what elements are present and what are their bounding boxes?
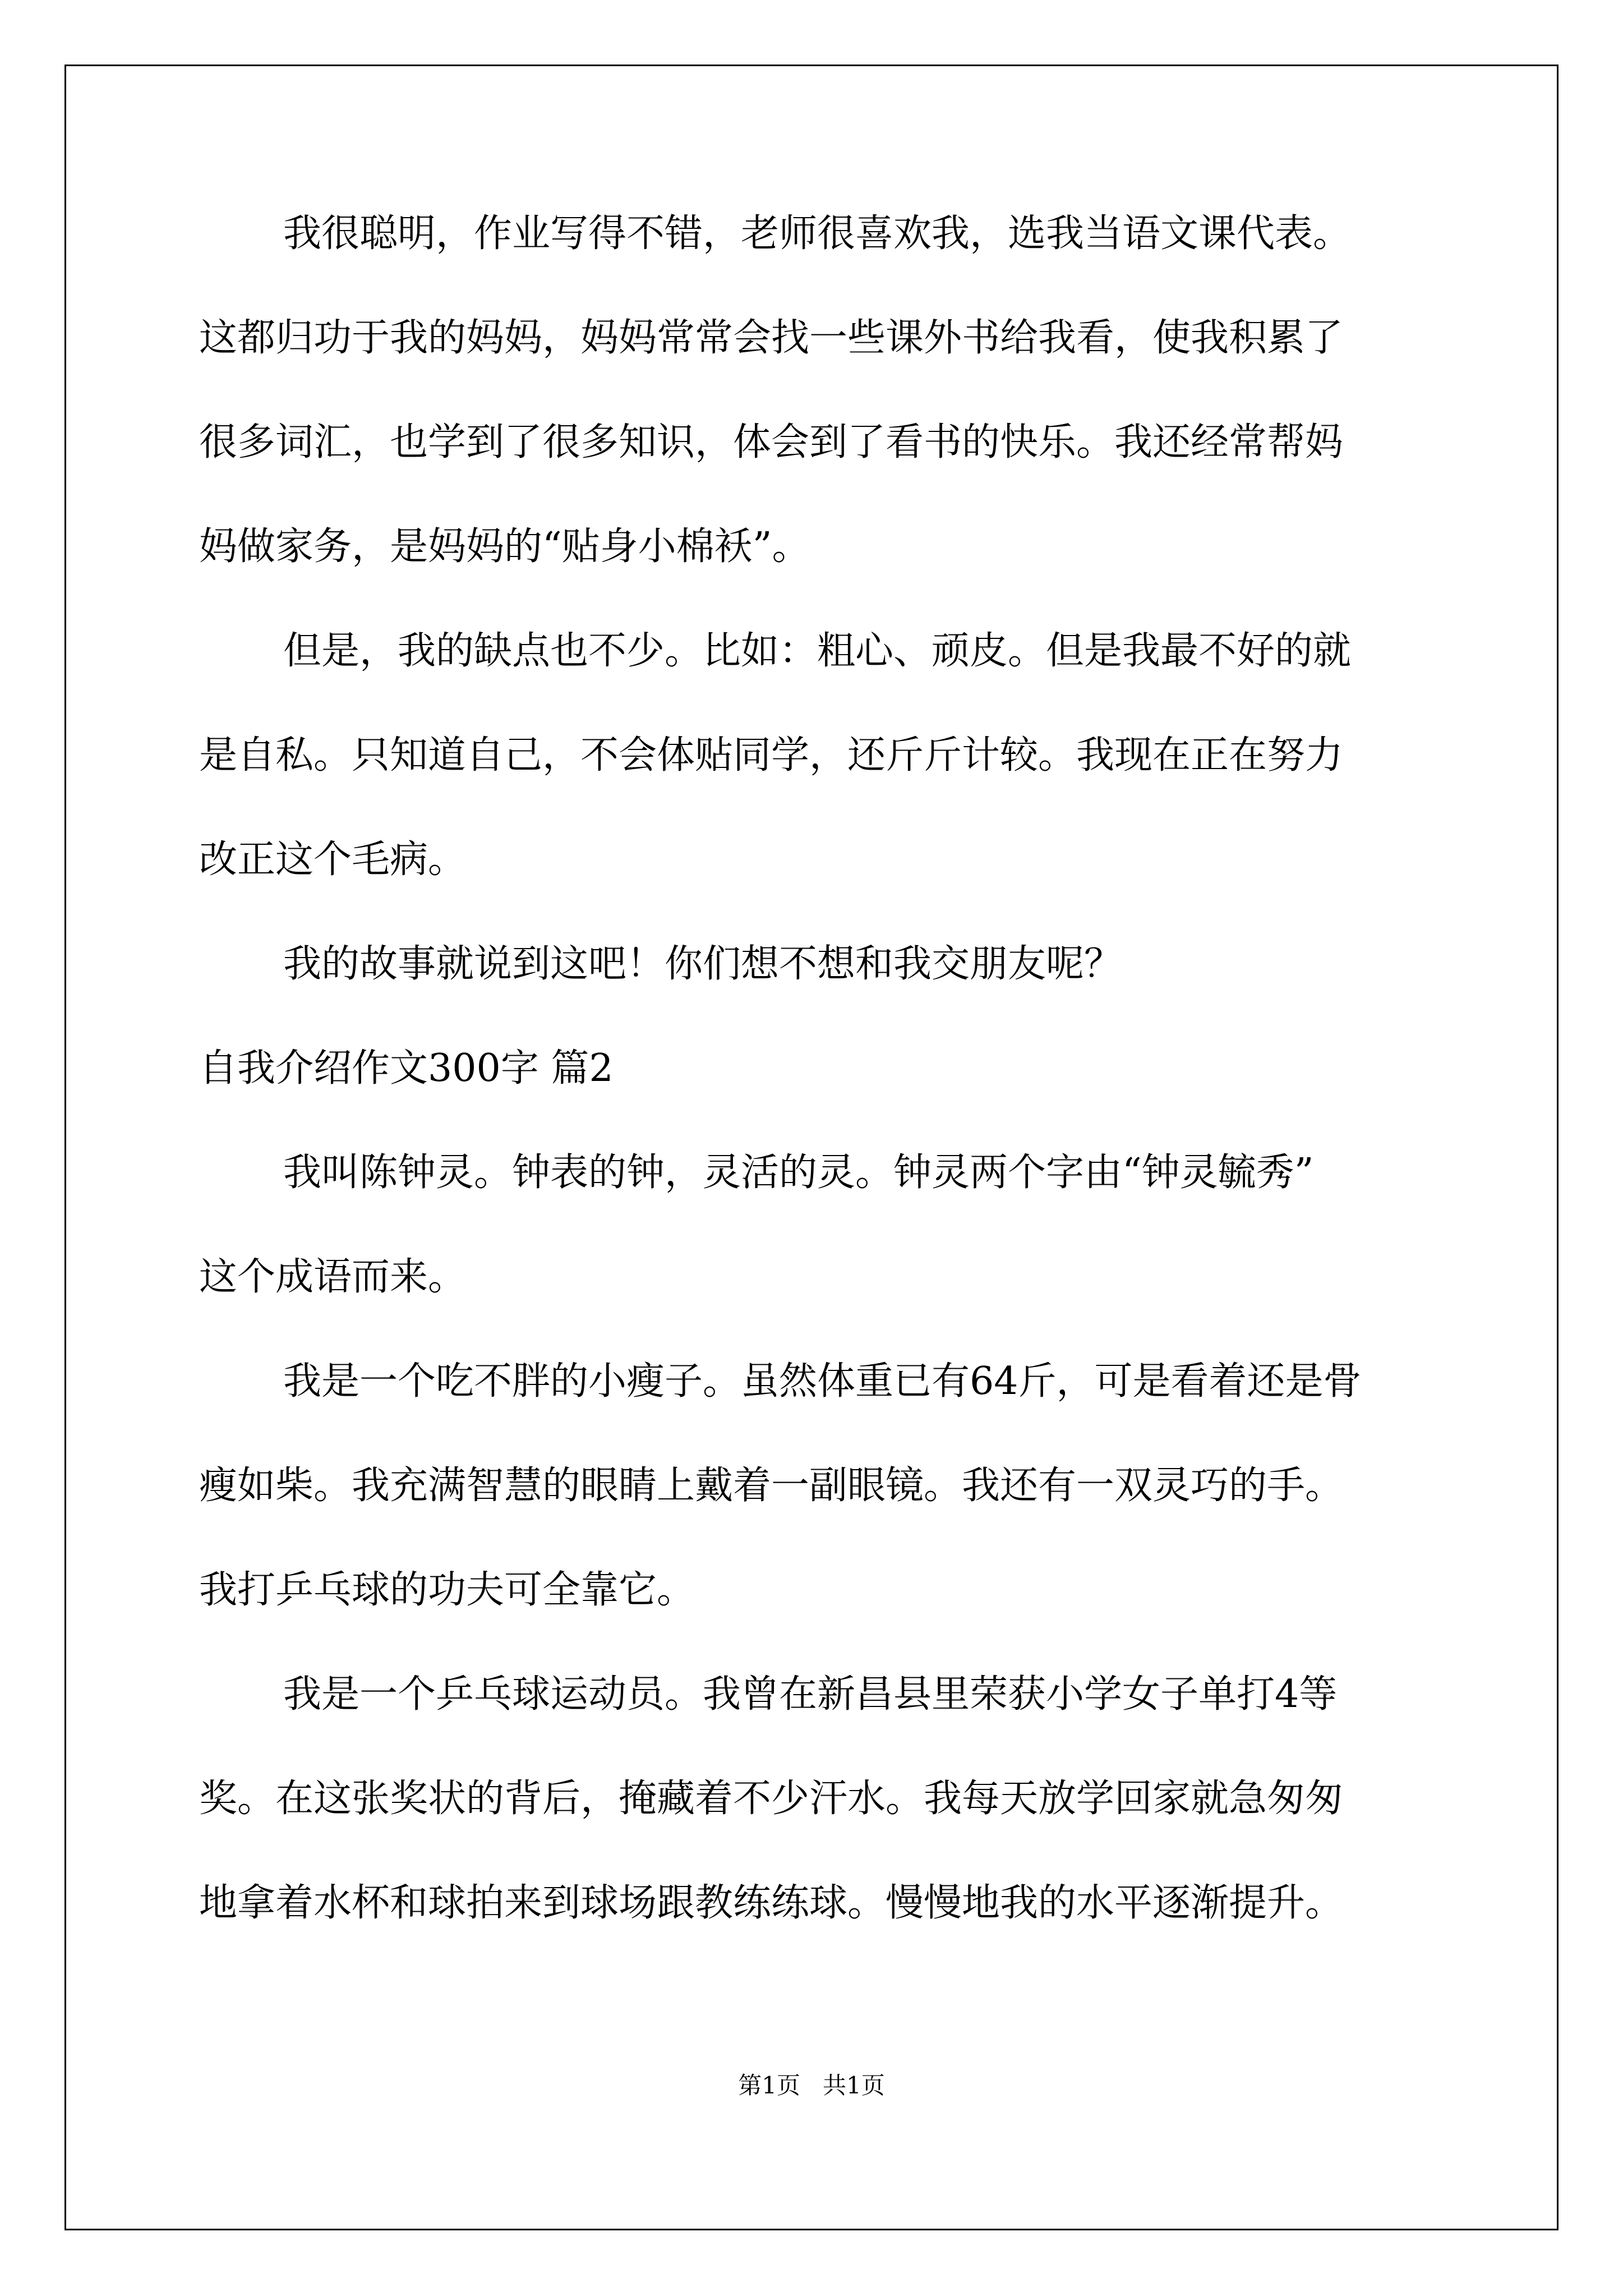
paragraph-line: 我打乒乓球的功夫可全靠它。 bbox=[199, 1568, 695, 1612]
paragraph-line: 但是，我的缺点也不少。比如：粗心、顽皮。但是我最不好的就 bbox=[283, 629, 1352, 673]
paragraph-line: 地拿着水杯和球拍来到球场跟教练练球。慢慢地我的水平逐渐提升。 bbox=[199, 1881, 1344, 1925]
section-heading: 自我介绍作文300字 篇2 bbox=[199, 1046, 614, 1091]
paragraph-line: 我很聪明，作业写得不错，老师很喜欢我，选我当语文课代表。 bbox=[283, 211, 1352, 256]
paragraph-line: 这个成语而来。 bbox=[199, 1255, 467, 1299]
paragraph-line: 瘦如柴。我充满智慧的眼睛上戴着一副眼镜。我还有一双灵巧的手。 bbox=[199, 1464, 1344, 1508]
paragraph-line: 奖。在这张奖状的背后，掩藏着不少汗水。我每天放学回家就急匆匆 bbox=[199, 1777, 1344, 1821]
paragraph-line: 我是一个吃不胖的小瘦子。虽然体重已有64斤，可是看着还是骨 bbox=[283, 1359, 1362, 1404]
paragraph-line: 我的故事就说到这吧！你们想不想和我交朋友呢？ bbox=[283, 942, 1123, 986]
paragraph-line: 妈做家务，是妈妈的“贴身小棉袄”。 bbox=[199, 524, 810, 569]
page-number-footer: 第1页 共1页 bbox=[738, 2072, 885, 2099]
paragraph-line: 改正这个毛病。 bbox=[199, 838, 467, 882]
paragraph-line: 很多词汇，也学到了很多知识，体会到了看书的快乐。我还经常帮妈 bbox=[199, 420, 1344, 464]
paragraph-line: 是自私。只知道自己，不会体贴同学，还斤斤计较。我现在正在努力 bbox=[199, 733, 1344, 777]
paragraph-line: 我是一个乒乓球运动员。我曾在新昌县里荣获小学女子单打4等 bbox=[283, 1672, 1338, 1717]
paragraph-line: 这都归功于我的妈妈，妈妈常常会找一些课外书给我看，使我积累了 bbox=[199, 316, 1344, 360]
paragraph-line: 我叫陈钟灵。钟表的钟，灵活的灵。钟灵两个字由“钟灵毓秀” bbox=[283, 1151, 1314, 1195]
